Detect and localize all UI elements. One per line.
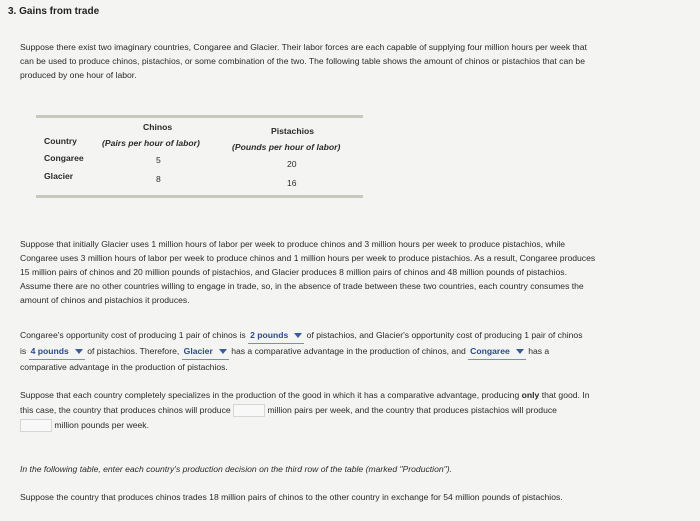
pistachios-quantity-input[interactable]	[20, 419, 52, 432]
chinos-quantity-input[interactable]	[233, 404, 265, 417]
chinos-advantage-dropdown[interactable]	[182, 344, 229, 360]
header-pistachios-unit: (Pounds per hour of labor)	[232, 142, 341, 152]
chevron-down-icon	[219, 349, 227, 354]
row-pistachios: 16	[287, 178, 297, 188]
pistachios-advantage-dropdown[interactable]	[468, 344, 526, 360]
instruction-text: In the following table, enter each country's production decision on the third row of the table (marked "Production").	[20, 464, 452, 474]
congaree-opportunity-cost-dropdown[interactable]	[248, 328, 304, 344]
table-bottom-rule	[36, 195, 363, 198]
chevron-down-icon	[294, 333, 302, 338]
row-country: Congaree	[44, 153, 84, 163]
specialize-paragraph	[20, 388, 670, 433]
chevron-down-icon	[75, 349, 83, 354]
header-chinos-unit: (Pairs per hour of labor)	[102, 138, 200, 148]
row-chinos: 5	[156, 155, 161, 165]
dropdown-value: Glacier	[183, 346, 213, 356]
opportunity-text: Congaree's opportunity cost of producing 1 pair of chinos is	[20, 330, 246, 340]
specialize-emphasis: only	[521, 390, 540, 400]
intro-line: produced by one hour of labor.	[20, 70, 137, 80]
header-chinos: Chinos	[143, 122, 173, 132]
glacier-opportunity-cost-dropdown[interactable]	[29, 344, 85, 360]
intro-line: Suppose there exist two imaginary countries, Congaree and Glacier. Their labor forces are each capable of supplying four million hours per week that	[20, 42, 587, 52]
dropdown-value: 4 pounds	[30, 346, 69, 356]
specialize-text: million pounds per week.	[54, 420, 149, 430]
opportunity-text: has a comparative advantage in the production of chinos, and	[231, 346, 466, 356]
intro-line: can be used to produce chinos, pistachios, or some combination of the two. The following table shows the amount of chinos or pistachios that can be	[20, 56, 585, 66]
specialize-text: this case, the country that produces chinos will produce	[20, 405, 231, 415]
opportunity-text: comparative advantage in the production of pistachios.	[20, 362, 228, 372]
scenario-line: Congaree uses 3 million hours of labor per week to produce chinos and 1 million hours per week to produce pistachios. As a result, Congaree produces	[20, 253, 596, 263]
scenario-line: amount of chinos and pistachios it produces.	[20, 295, 190, 305]
intro-paragraph	[20, 40, 670, 82]
dropdown-value: Congaree	[470, 346, 510, 356]
dropdown-value: 2 pounds	[250, 330, 289, 340]
scenario-paragraph	[20, 237, 670, 307]
scenario-line: 15 million pairs of chinos and 20 million pounds of pistachios, and Glacier produces 8 million pairs of chinos and 48 million pounds of pistachios.	[20, 267, 567, 277]
header-pistachios: Pistachios	[271, 126, 314, 136]
opportunity-text: of pistachios, and Glacier's opportunity cost of producing 1 pair of chinos	[306, 330, 583, 340]
opportunity-text: is	[20, 346, 27, 356]
opportunity-text: of pistachios. Therefore,	[87, 346, 180, 356]
scenario-line: Suppose that initially Glacier uses 1 million hours of labor per week to produce chinos and 3 million hours per week to produce pistachios, while	[20, 239, 566, 249]
specialize-text: million pairs per week, and the country that produces pistachios will produce	[267, 405, 557, 415]
row-chinos: 8	[156, 174, 161, 184]
opportunity-paragraph	[20, 328, 670, 375]
row-country: Glacier	[44, 171, 74, 181]
chevron-down-icon	[516, 349, 524, 354]
section-title: 3. Gains from trade	[8, 6, 100, 17]
opportunity-text: has a	[528, 346, 550, 356]
specialize-text: Suppose that each country completely specializes in the production of the good in which it has a comparative advantage, producing	[20, 390, 520, 400]
trade-text: Suppose the country that produces chinos trades 18 million pairs of chinos to the other country in exchange for 54 million pounds of pistachios.	[20, 492, 563, 502]
table-top-rule	[36, 115, 363, 118]
header-country: Country	[44, 136, 77, 146]
row-pistachios: 20	[287, 159, 297, 169]
specialize-text: that good. In	[541, 390, 590, 400]
scenario-line: Assume there are no other countries willing to engage in trade, so, in the absence of trade between these two countries, each country consumes the	[20, 281, 584, 291]
